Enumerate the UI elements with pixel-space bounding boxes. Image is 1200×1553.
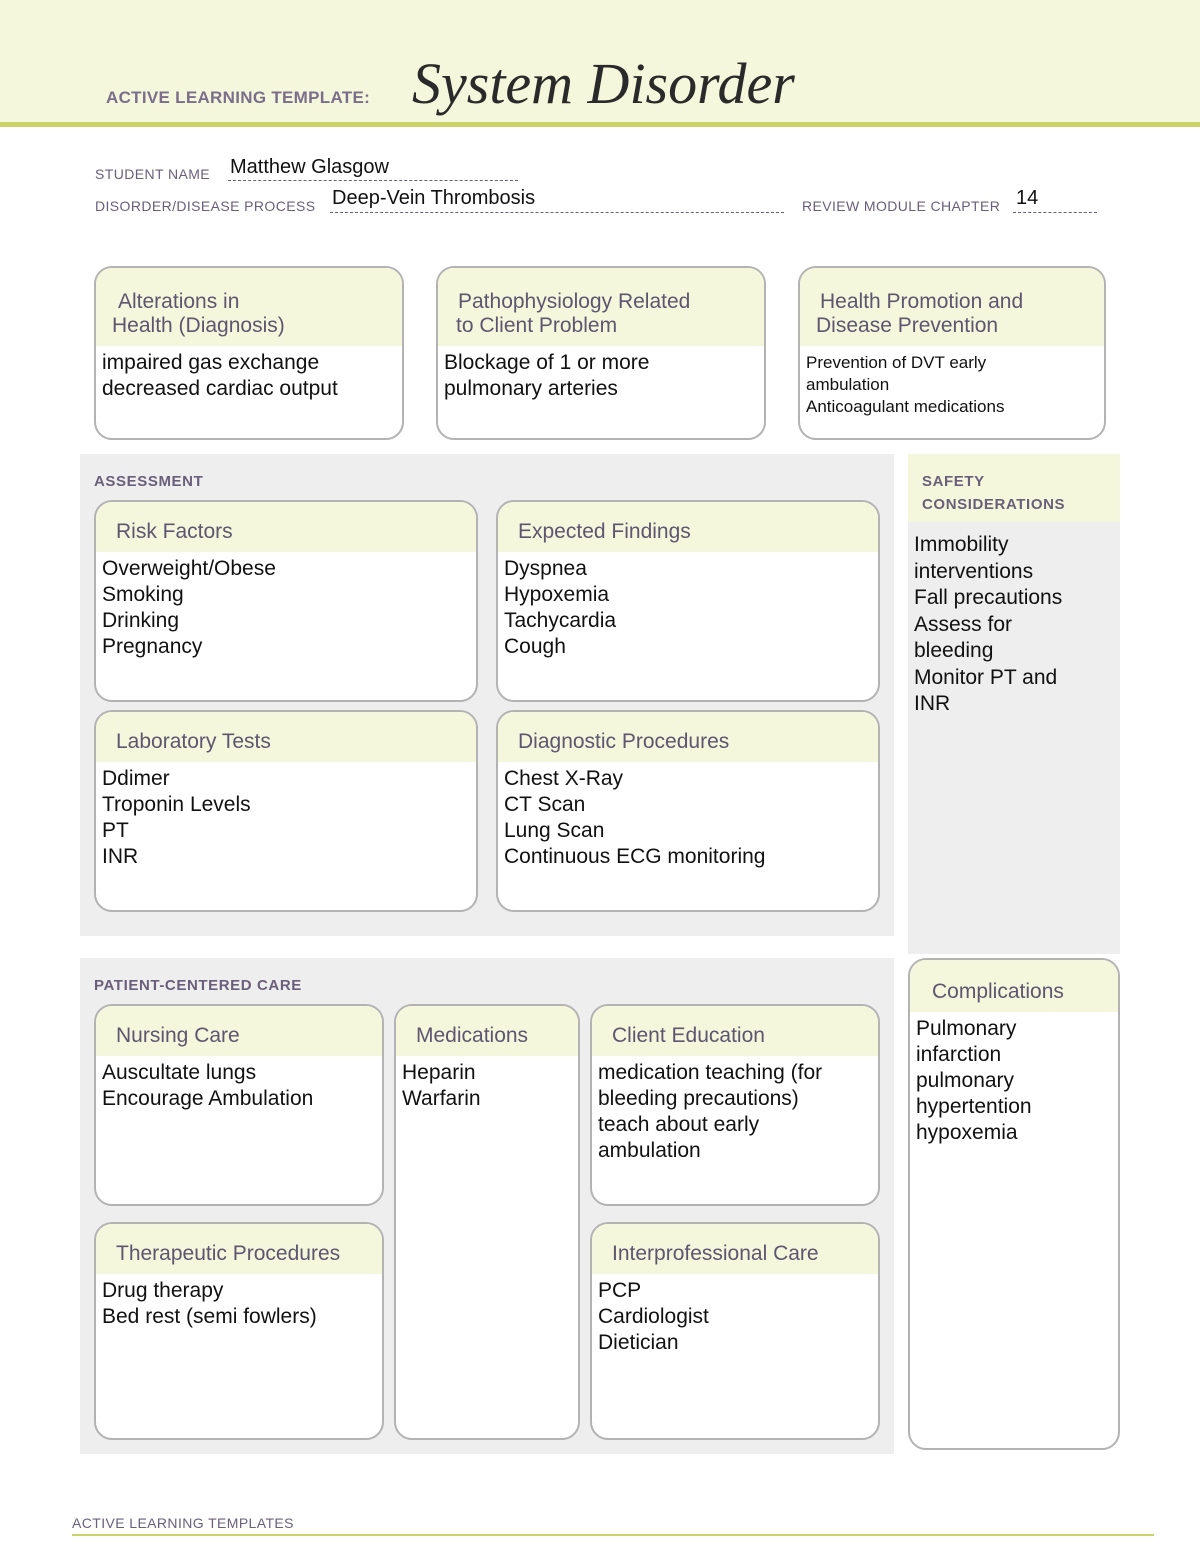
expected-findings-header [498,502,878,552]
nursing-care-header [96,1006,382,1056]
complications-title: Complications [932,980,1064,1003]
list-item: Pregnancy [102,635,203,658]
safety-header [908,454,1120,522]
list-item: bleeding precautions) [598,1087,799,1110]
health-promotion-header [800,268,1104,346]
assessment-label: ASSESSMENT [94,473,204,490]
medications-header [396,1006,578,1056]
diagnostic-procedures-box [496,710,880,912]
complications-content[interactable] [910,1012,1118,1146]
list-item: PCP [598,1279,642,1302]
nursing-care-box [94,1004,384,1206]
list-item: PT [102,819,129,842]
safety-label-line2: CONSIDERATIONS [922,496,1066,513]
assessment-panel [80,454,894,936]
alterations-header [96,268,402,346]
list-item: Chest X-Ray [504,767,624,790]
safety-label-line1: SAFETY [922,473,985,490]
list-item: decreased cardiac output [102,377,338,400]
therapeutic-procedures-header [96,1224,382,1274]
medications-content[interactable] [396,1056,578,1112]
diagnostic-procedures-header [498,712,878,762]
list-item: Dyspnea [504,557,587,580]
diagnostic-procedures-title: Diagnostic Procedures [518,730,730,753]
list-item: Pulmonary [916,1017,1017,1040]
complications-header [910,960,1118,1012]
medications-box [394,1004,580,1440]
interprofessional-care-content[interactable] [592,1274,878,1356]
client-education-box [590,1004,880,1206]
safety-content[interactable] [914,532,1062,718]
list-item: Monitor PT and [914,665,1058,689]
safety-panel [908,454,1120,954]
student-name-label: STUDENT NAME [95,166,210,182]
list-item: Auscultate lungs [102,1061,257,1084]
risk-factors-content[interactable] [96,552,476,660]
therapeutic-procedures-title: Therapeutic Procedures [116,1242,341,1265]
list-item: Prevention of DVT early [806,353,987,372]
health-promotion-title-line1: Health Promotion and [820,290,1024,313]
disorder-value[interactable]: Deep-Vein Thrombosis [332,187,536,209]
list-item: hypertention [916,1095,1032,1118]
list-item: Smoking [102,583,184,606]
list-item: Dietician [598,1331,679,1354]
disorder-label: DISORDER/DISEASE PROCESS [95,198,316,214]
list-item: Heparin [402,1061,476,1084]
client-education-header [592,1006,878,1056]
list-item: Ddimer [102,767,170,790]
client-education-content[interactable] [592,1056,878,1164]
client-education-title: Client Education [612,1024,765,1047]
list-item: impaired gas exchange [102,351,320,374]
list-item: Fall precautions [914,586,1063,609]
list-item: Continuous ECG monitoring [504,845,766,868]
health-promotion-title-line2: Disease Prevention [816,314,999,337]
page-title: System Disorder [412,51,795,116]
list-item: pulmonary [916,1069,1015,1092]
list-item: ambulation [806,375,890,394]
alterations-title-line2: Health (Diagnosis) [112,314,285,337]
health-promotion-box [798,266,1106,440]
list-item: Drinking [102,609,180,632]
risk-factors-header [96,502,476,552]
list-item: Cough [504,635,566,658]
list-item: pulmonary arteries [444,377,618,400]
list-item: Assess for [914,612,1013,636]
chapter-value[interactable]: 14 [1016,187,1039,209]
expected-findings-content[interactable] [498,552,878,660]
list-item: Bed rest (semi fowlers) [102,1305,317,1328]
list-item: CT Scan [504,793,586,816]
list-item: Immobility [914,533,1009,556]
laboratory-tests-content[interactable] [96,762,476,870]
list-item: Tachycardia [504,609,617,632]
interprofessional-care-header [592,1224,878,1274]
list-item: Drug therapy [102,1279,224,1302]
alterations-content[interactable] [96,346,402,402]
interprofessional-care-box [590,1222,880,1440]
complications-box [908,958,1120,1450]
patient-centered-care-panel [80,958,894,1454]
list-item: hypoxemia [916,1121,1018,1144]
interprofessional-care-title: Interprofessional Care [612,1242,819,1265]
medications-title: Medications [416,1024,529,1047]
list-item: medication teaching (for [598,1061,823,1084]
expected-findings-box [496,500,880,702]
student-name-value[interactable]: Matthew Glasgow [230,156,389,178]
list-item: INR [102,845,139,868]
disorder-line [330,212,784,213]
list-item: bleeding [914,639,994,662]
laboratory-tests-title: Laboratory Tests [116,730,271,753]
chapter-label: REVIEW MODULE CHAPTER [802,198,1001,214]
pathophysiology-content[interactable] [438,346,764,402]
nursing-care-content[interactable] [96,1056,382,1112]
header-rule [0,122,1200,127]
list-item: Encourage Ambulation [102,1087,314,1110]
pathophysiology-title-line2: to Client Problem [456,314,618,337]
risk-factors-box [94,500,478,702]
list-item: Hypoxemia [504,583,610,606]
list-item: Lung Scan [504,819,605,842]
list-item: Blockage of 1 or more [444,351,650,374]
list-item: infarction [916,1043,1002,1066]
pathophysiology-header [438,268,764,346]
list-item: ambulation [598,1139,701,1162]
therapeutic-procedures-box [94,1222,384,1440]
laboratory-tests-header [96,712,476,762]
alterations-title-line1: Alterations in [118,290,240,313]
risk-factors-title: Risk Factors [116,520,233,543]
health-promotion-content[interactable] [800,346,1104,418]
list-item: Warfarin [402,1087,481,1110]
therapeutic-procedures-content[interactable] [96,1274,382,1330]
template-prefix: ACTIVE LEARNING TEMPLATE: [106,88,371,107]
list-item: Cardiologist [598,1305,709,1328]
pathophysiology-box [436,266,766,440]
laboratory-tests-box [94,710,478,912]
footer-rule [72,1534,1154,1536]
list-item: interventions [914,559,1034,583]
nursing-care-title: Nursing Care [116,1024,240,1047]
patient-centered-care-label: PATIENT-CENTERED CARE [94,977,302,994]
list-item: teach about early [598,1113,760,1136]
student-name-line [228,180,518,181]
list-item: Anticoagulant medications [806,397,1005,416]
alterations-box [94,266,404,440]
diagnostic-procedures-content[interactable] [498,762,878,870]
chapter-line [1013,212,1097,213]
expected-findings-title: Expected Findings [518,520,691,543]
list-item: INR [914,692,951,715]
pathophysiology-title-line1: Pathophysiology Related [458,290,691,313]
footer-text: ACTIVE LEARNING TEMPLATES [72,1515,294,1531]
list-item: Overweight/Obese [102,557,276,580]
list-item: Troponin Levels [102,793,251,816]
